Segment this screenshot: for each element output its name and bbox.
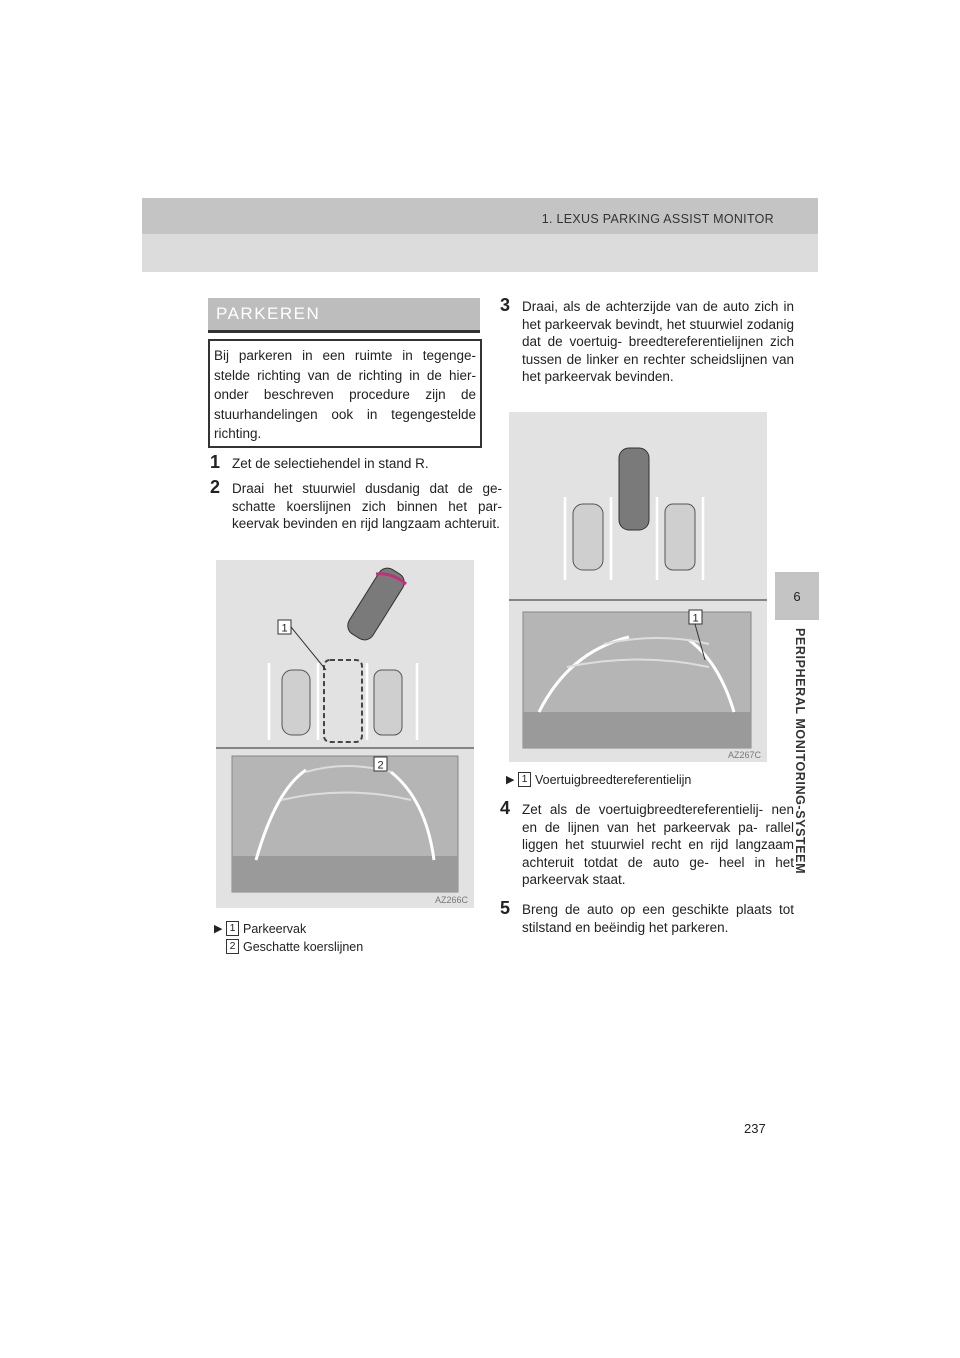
legend-text: Voertuigbreedtereferentielijn [535,772,692,787]
section-title: PARKEREN [216,304,321,323]
step-text: Draai het stuurwiel dusdanig dat de ge- schatte koerslijnen zich binnen het par- keervak bevinden en rijd langzaam achteruit. [232,481,502,531]
callout-1: 1 [692,612,699,625]
step-text: Zet de selectiehendel in stand R. [232,456,429,471]
legend-item-1: ▶ 1 Parkeervak [214,921,307,936]
step-number: 2 [210,477,221,497]
step-text: Zet als de voertuigbreedtereferentielij- nen en de lijnen van het parkeervak pa- rallel liggen het stuurwiel recht en rijd langzaam achteruit totdat de auto ge- heel in het parkeervak staat. [522,802,794,887]
header-bar [142,198,818,234]
step-5 [500,900,794,936]
legend-item-2: 2 Geschatte koerslijnen [224,939,363,954]
step-3 [500,297,794,386]
section-heading [208,298,480,333]
header-title: 1. LEXUS PARKING ASSIST MONITOR [541,212,774,226]
figure-code: AZ266C [434,895,468,905]
step-1 [210,454,502,473]
step-text: Breng de auto op een geschikte plaats tot stilstand en beëindig het parkeren. [522,902,794,935]
legend-text: Geschatte koerslijnen [243,939,364,954]
legend-item-1: ▶ 1 Voertuigbreedtereferentielijn [506,772,692,787]
callout-2: 2 [377,759,384,772]
callout-1: 1 [281,622,288,635]
figure-code: AZ267C [727,750,761,760]
step-number: 5 [500,898,511,918]
chapter-tab[interactable] [775,572,819,620]
info-box: Bij parkeren in een ruimte in tegenge- stelde richting van de richting in de hier- onder beschreven procedure zijn de stuurhandelingen ook in tegengestelde richting. [208,339,482,448]
chapter-number: 6 [793,588,801,604]
figure-parking-diagram-2 [509,412,767,762]
header-band [142,198,818,272]
figure-parking-diagram-1 [216,560,474,908]
chapter-label: PERIPHERAL MONITORING-SYSTEEM [793,628,807,875]
legend-text: Parkeervak [243,921,307,936]
step-number: 4 [500,798,511,818]
arrow-icon: ▶ [214,923,223,935]
step-number: 1 [210,452,221,472]
step-4 [500,800,794,889]
page-number: 237 [744,1121,766,1136]
step-number: 3 [500,295,511,315]
step-2 [210,479,502,533]
arrow-icon: ▶ [506,774,515,786]
step-text: Draai, als de achterzijde van de auto zich in het parkeervak bevindt, het stuurwiel zodanig dat de voertuig- breedtereferentielijnen zich tussen de linker en rechter scheidslijnen van het parkeervak bevinden. [522,299,794,384]
